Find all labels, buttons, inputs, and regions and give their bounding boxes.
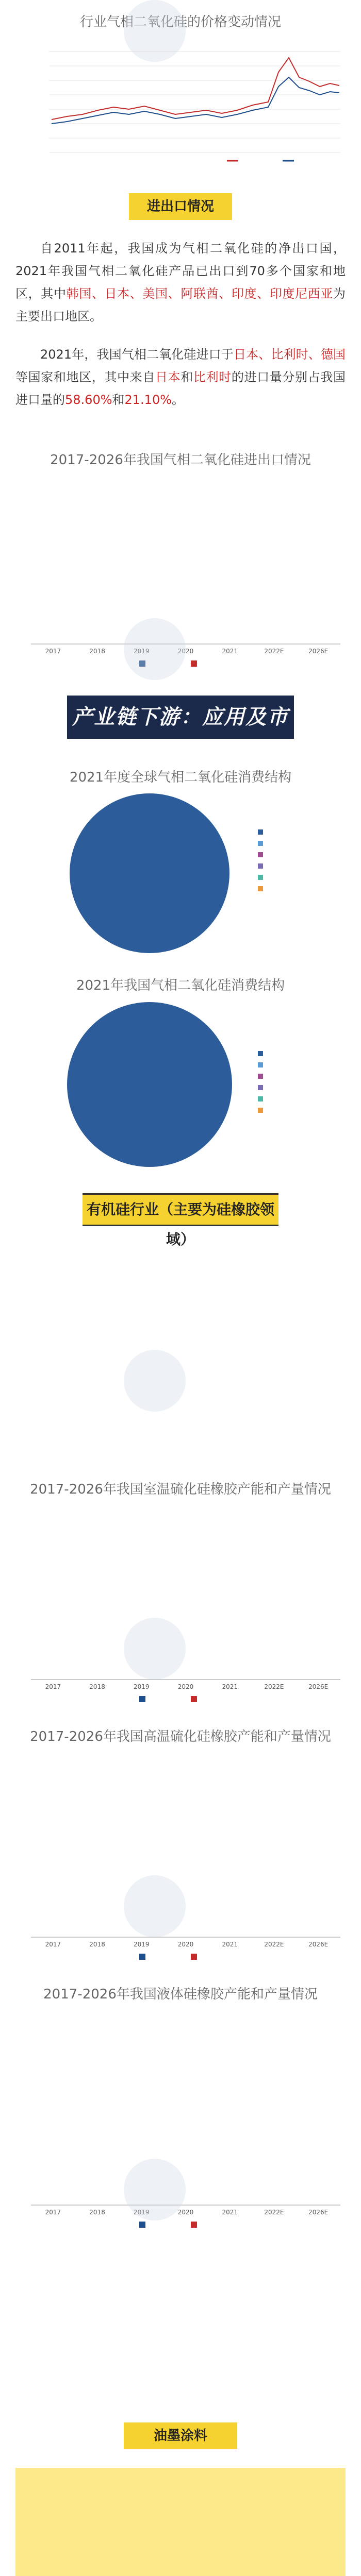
import-export-tag [129, 193, 232, 220]
legend-swatch [139, 1696, 145, 1702]
p2-mid2: 的进口量分别占我国进口量的 [15, 370, 346, 407]
import-export-bar-chart [0, 443, 361, 680]
ink-coating-tag-section [0, 2411, 361, 2463]
pie-legend-swatch [258, 1108, 263, 1113]
category-label: 2020 [177, 1683, 194, 1690]
rtv-chart-title: 2017-2026年我国室温硫化硅橡胶产能和产量情况 [30, 1482, 331, 1497]
rtv-bar-chart [0, 1473, 361, 1716]
p2-and2: 和 [112, 393, 125, 407]
pie-legend-swatch [258, 841, 263, 846]
pie-legend-swatch [258, 1074, 263, 1079]
rtv-chart-section [0, 1473, 361, 1716]
price-series-2-line [52, 77, 339, 124]
lsr-chart-section [0, 1973, 361, 2241]
pie-legend-swatch [258, 875, 263, 880]
category-label: 2020 [177, 2209, 194, 2216]
category-label: 2019 [134, 648, 150, 655]
category-label: 2017 [45, 1683, 61, 1690]
pie-legend-swatch [258, 1062, 263, 1067]
pie-legend-swatch [258, 1096, 263, 1101]
price-chart-title: 行业气相二氧化硅的价格变动情况 [79, 14, 281, 30]
p1-text: 自2011年起，我国成为气相二氧化硅的净出口国，2021年我国气相二氧化硅产品已出口到70多个国家和地区，其中 [15, 241, 346, 301]
category-label: 2021 [222, 1683, 238, 1690]
legend-swatch [191, 2222, 197, 2228]
category-label: 2026E [308, 648, 329, 655]
category-label: 2018 [89, 648, 105, 655]
htv-chart-section [0, 1716, 361, 1973]
silicone-consumption-text-section [0, 2241, 361, 2411]
category-label: 2026E [308, 1941, 329, 1948]
p2-value-2: 21.10% [124, 393, 172, 407]
china-consumption-pie [0, 974, 361, 1180]
legend-swatch [191, 660, 197, 667]
legend-swatch [139, 1954, 145, 1960]
category-label: 2020 [177, 1941, 194, 1948]
import-export-text-section [0, 232, 361, 443]
import-export-tag-label: 进出口情况 [146, 199, 214, 214]
china-pie-title: 2021年我国气相二氧化硅消费结构 [76, 978, 285, 993]
pie-legend-swatch [258, 852, 263, 857]
category-label: 2017 [45, 648, 61, 655]
china-consumption-section [0, 974, 361, 1180]
category-label: 2026E [308, 2209, 329, 2216]
p2-pre: 2021年，我国气相二氧化硅进口于 [40, 347, 234, 362]
category-label: 2022E [264, 1683, 284, 1690]
category-label: 2017 [45, 2209, 61, 2216]
category-label: 2018 [89, 1683, 105, 1690]
ink-coating-tag [124, 2422, 237, 2449]
lsr-bar-chart [0, 1973, 361, 2241]
ink-coating-box-section [0, 2463, 361, 2576]
p1-tail: 为主要出口地区。 [15, 286, 346, 324]
p1-highlight: 韩国、日本、美国、阿联酋、印度、印度尼西亚 [66, 286, 334, 301]
downstream-banner [67, 696, 294, 772]
global-consumption-section [0, 757, 361, 974]
category-label: 2018 [89, 1941, 105, 1948]
category-label: 2021 [222, 1941, 238, 1948]
p2-highlight-2: 日本 [155, 370, 181, 384]
category-label: 2021 [222, 648, 238, 655]
p2-value-1: 58.60% [65, 393, 112, 407]
category-label: 2020 [177, 648, 194, 655]
import-export-paragraph-1 [15, 237, 346, 328]
global-consumption-pie [0, 757, 361, 974]
category-label: 2018 [89, 2209, 105, 2216]
downstream-banner-section [0, 680, 361, 772]
category-label: 2022E [264, 1941, 284, 1948]
import-export-paragraphs [15, 237, 346, 427]
ink-coating-tag-label: 油墨涂料 [153, 2428, 207, 2444]
category-label: 2019 [134, 1683, 150, 1690]
p2-and: 和 [180, 370, 193, 384]
price-chart-gridlines [49, 52, 340, 152]
ink-coating-box [15, 2468, 346, 2576]
pie-slice [67, 1002, 232, 1167]
pie-legend-swatch [258, 1051, 263, 1056]
p2-highlight-1: 日本、比利时、德国 [233, 347, 346, 362]
category-label: 2022E [264, 648, 284, 655]
category-label: 2022E [264, 2209, 284, 2216]
import-export-paragraph-2 [15, 343, 346, 411]
price-line-chart [0, 0, 361, 183]
downstream-banner-label: 产业链下游：应用及市场 [72, 705, 289, 772]
silicone-tag-section [0, 1180, 361, 1248]
htv-bar-chart [0, 1716, 361, 1973]
legend-swatch [139, 2222, 145, 2228]
category-label: 2019 [134, 1941, 150, 1948]
legend-swatch [191, 1954, 197, 1960]
legend-swatch [139, 660, 145, 667]
category-label: 2017 [45, 1941, 61, 1948]
category-label: 2021 [222, 2209, 238, 2216]
p2-highlight-3: 比利时 [193, 370, 232, 384]
pie-legend-swatch [258, 829, 263, 835]
pie-legend-swatch [258, 863, 263, 869]
import-export-chart-section [0, 443, 361, 680]
htv-chart-title: 2017-2026年我国高温硫化硅橡胶产能和产量情况 [30, 1729, 331, 1744]
price-series-1-line [52, 58, 339, 120]
silicone-text-section [0, 1242, 361, 1473]
p2-end: 。 [172, 393, 185, 407]
pie-slice [70, 793, 229, 953]
import-export-tag-section [0, 183, 361, 232]
silicone-tag [83, 1193, 278, 1248]
category-label: 2026E [308, 1683, 329, 1690]
p2-mid: 等国家和地区，其中来自 [15, 370, 156, 384]
pie-legend-swatch [258, 886, 263, 891]
lsr-chart-title: 2017-2026年我国液体硅橡胶产能和产量情况 [43, 1987, 318, 2002]
import-export-chart-title: 2017-2026年我国气相二氧化硅进出口情况 [50, 452, 311, 468]
category-label: 2019 [134, 2209, 150, 2216]
price-chart-section [0, 0, 361, 183]
pie-legend-swatch [258, 1085, 263, 1090]
global-pie-title: 2021年度全球气相二氧化硅消费结构 [69, 770, 292, 785]
legend-swatch [191, 1696, 197, 1702]
silicone-tag-label: 有机硅行业（主要为硅橡胶领域） [86, 1201, 274, 1248]
